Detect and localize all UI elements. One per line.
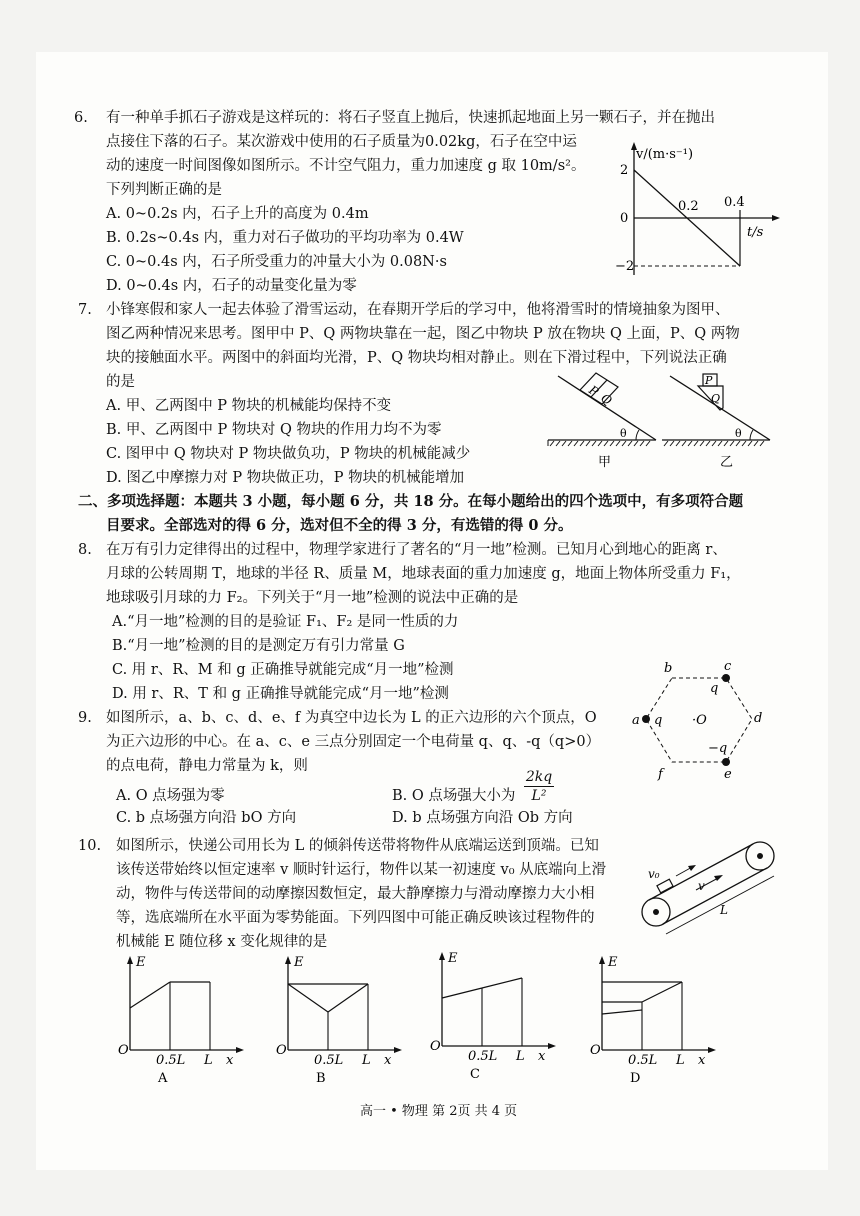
q9-stem-line1: 如图所示，a、b、c、d、e、f 为真空中边长为 L 的正六边形的六个顶点，O <box>106 710 597 726</box>
hex-f: f <box>658 767 663 782</box>
q7-jia-theta: θ <box>620 427 627 440</box>
graph-a-origin: O <box>118 1043 129 1058</box>
q9-frac-den: L² <box>531 788 547 804</box>
graph-b-label: B <box>316 1071 326 1084</box>
q7-option-c: C. 图甲中 Q 物块对 P 物块做负功，P 物块的机械能减少 <box>106 446 471 462</box>
belt-v0: v₀ <box>648 867 660 881</box>
graph-d-x: x <box>698 1053 706 1068</box>
q6-zero: 0 <box>620 211 629 226</box>
q7-jia-q: Q <box>598 390 615 408</box>
page-footer: 高一 • 物理 第 2页 共 4 页 <box>360 1104 518 1119</box>
hex-d: d <box>754 711 763 726</box>
graph-b-x: x <box>384 1053 392 1068</box>
graph-a-x: x <box>226 1053 234 1068</box>
hex-qe: −q <box>708 741 728 756</box>
q6-ylabel: v/(m·s⁻¹) <box>636 147 694 162</box>
q8-option-b: B.“月一地”检测的目的是测定万有引力常量 G <box>112 638 405 654</box>
q7-incline-figures <box>540 368 780 480</box>
q6-option-a: A. 0~0.2s 内，石子上升的高度为 0.4m <box>106 206 369 222</box>
q9-option-c: C. b 点场强方向沿 bO 方向 <box>116 810 297 826</box>
q7-yi-theta: θ <box>735 427 742 440</box>
q6-option-d: D. 0~0.4s 内，石子的动量变化量为零 <box>106 278 357 294</box>
q9-number: 9. <box>78 710 92 726</box>
q10-stem-line5: 机械能 E 随位移 x 变化规律的是 <box>116 934 328 950</box>
q6-y-pos: 2 <box>620 163 629 178</box>
q10-stem-line2: 该传送带始终以恒定速率 v 顺时针运行，物件以某一初速度 v₀ 从底端向上滑 <box>116 862 607 878</box>
hex-b: b <box>664 661 673 676</box>
q6-number: 6. <box>74 110 88 126</box>
q6-option-c: C. 0~0.4s 内，石子所受重力的冲量大小为 0.08N·s <box>106 254 447 270</box>
q6-stem-line4: 下列判断正确的是 <box>106 182 222 198</box>
q7-option-d: D. 图乙中摩擦力对 P 物块做正功，P 物块的机械能增加 <box>106 470 465 486</box>
graph-b-origin: O <box>276 1043 287 1058</box>
q9-option-b: B. O 点场强大小为 <box>392 788 516 804</box>
q7-number: 7. <box>78 302 92 318</box>
q9-hexagon-figure <box>630 658 770 782</box>
graph-c-half: 0.5L <box>468 1049 498 1064</box>
q8-stem-line3: 地球吸引月球的力 F₂。下列关于“月一地”检测的说法中正确的是 <box>106 590 519 606</box>
graph-d-label: D <box>630 1071 641 1084</box>
q7-yi-p: P <box>705 374 713 387</box>
graph-b-half: 0.5L <box>314 1053 344 1068</box>
q6-xlabel: t/s <box>747 225 764 240</box>
q8-option-c: C. 用 r、R、M 和 g 正确推导就能完成“月一地”检测 <box>112 662 454 678</box>
q9-stem-line3: 的点电荷，静电力常量为 k，则 <box>106 758 308 774</box>
q7-fig-yi: 乙 <box>720 455 734 470</box>
graph-c-x: x <box>538 1049 546 1064</box>
q7-stem-line2: 图乙两种情况来思考。图甲中 P、Q 两物块靠在一起，图乙中物块 P 放在物块 Q 上面，P、Q 两物 <box>106 326 740 342</box>
hex-qc: q <box>710 681 719 696</box>
graph-c-l: L <box>516 1049 525 1064</box>
belt-v: v <box>698 879 705 893</box>
graph-c-e-label: E <box>448 951 458 966</box>
q9-option-a: A. O 点场强为零 <box>116 788 225 804</box>
q8-stem-line2: 月球的公转周期 T，地球的半径 R、质量 M，地球表面的重力加速度 g，地面上物体所受重力 F₁， <box>106 566 741 582</box>
q10-stem-line3: 动，物件与传送带间的动摩擦因数恒定，最大静摩擦力与滑动摩擦力大小相 <box>116 886 595 902</box>
section2-heading-line1: 二、多项选择题：本题共 3 小题，每小题 6 分，共 18 分。在每小题给出的四个选项中，有多项符合题 <box>78 493 744 510</box>
q8-number: 8. <box>78 542 92 558</box>
graph-d-l: L <box>676 1053 685 1068</box>
q9-fraction <box>524 768 554 805</box>
q10-graph-d <box>588 954 718 1084</box>
q7-option-a: A. 甲、乙两图中 P 物块的机械能均保持不变 <box>106 398 392 414</box>
q6-stem-line3: 动的速度一时间图像如图所示。不计空气阻力，重力加速度 g 取 10m/s²。 <box>106 158 586 174</box>
q9-stem-line2: 为正六边形的中心。在 a、c、e 三点分别固定一个电荷量 q、q、-q（q>0） <box>106 734 601 750</box>
graph-b-l: L <box>362 1053 371 1068</box>
graph-a-half: 0.5L <box>156 1053 186 1068</box>
graph-d-e-label: E <box>608 955 618 970</box>
q10-stem-line4: 等，选底端所在水平面为零势能面。下列四图中可能正确反映该过程物件的 <box>116 910 595 926</box>
graph-d-half: 0.5L <box>628 1053 658 1068</box>
belt-L: L <box>720 903 728 917</box>
q6-vt-graph <box>612 140 782 280</box>
graph-d-origin: O <box>590 1043 601 1058</box>
hex-c: c <box>724 659 732 674</box>
q8-option-d: D. 用 r、R、T 和 g 正确推导就能完成“月一地”检测 <box>112 686 449 702</box>
q7-stem-line3: 块的接触面水平。两图中的斜面均光滑，P、Q 物块均相对静止。则在下滑过程中，下列说法正确 <box>106 350 727 366</box>
graph-b-e-label: E <box>294 955 304 970</box>
q6-t2: 0.4 <box>724 195 745 210</box>
graph-c-origin: O <box>430 1039 441 1054</box>
hex-e: e <box>724 767 732 782</box>
graph-a-e-label: E <box>136 955 146 970</box>
q7-fig-jia: 甲 <box>598 455 612 470</box>
graph-a-l: L <box>204 1053 213 1068</box>
q7-yi-q: Q <box>711 392 721 405</box>
q6-t1: 0.2 <box>678 199 699 214</box>
q7-stem-line4: 的是 <box>106 374 135 390</box>
hex-qa: q <box>654 713 663 728</box>
hex-o: ·O <box>692 713 707 728</box>
q10-number: 10. <box>78 838 102 854</box>
graph-a-label: A <box>158 1071 168 1084</box>
q6-option-b: B. 0.2s~0.4s 内，重力对石子做功的平均功率为 0.4W <box>106 230 464 246</box>
q9-frac-num: 2kq <box>525 769 553 785</box>
q7-stem-line1: 小锋寒假和家人一起去体验了滑雪运动，在春期开学后的学习中，他将滑雪时的情境抽象为图甲、 <box>106 302 730 318</box>
q9-option-d: D. b 点场强方向沿 Ob 方向 <box>392 810 573 826</box>
q10-graph-c <box>428 950 558 1080</box>
q7-option-b: B. 甲、乙两图中 P 物块对 Q 物块的作用力均不为零 <box>106 422 442 438</box>
q8-stem-line1: 在万有引力定律得出的过程中，物理学家进行了著名的“月一地”检测。已知月心到地心的距离 r、 <box>106 542 727 558</box>
q10-conveyor-figure <box>636 830 784 940</box>
q8-option-a: A.“月一地”检测的目的是验证 F₁、F₂ 是同一性质的力 <box>112 614 459 630</box>
q10-graph-b <box>274 954 404 1084</box>
q6-stem-line1: 有一种单手抓石子游戏是这样玩的：将石子竖直上抛后，快速抓起地面上另一颗石子，并在抛出 <box>106 110 715 126</box>
q10-stem-line1: 如图所示，快递公司用长为 L 的倾斜传送带将物件从底端运送到顶端。已知 <box>116 838 599 854</box>
q7-jia-p: P <box>586 382 601 399</box>
graph-c-label: C <box>470 1067 480 1080</box>
q6-y-neg: −2 <box>615 259 635 274</box>
q6-stem-line2: 点接住下落的石子。某次游戏中使用的石子质量为0.02kg，石子在空中运 <box>106 134 577 150</box>
section2-heading-line2: 目要求。全部选对的得 6 分，选对但不全的得 3 分，有选错的得 0 分。 <box>106 517 573 534</box>
q10-graph-a <box>116 954 246 1084</box>
hex-a: a <box>632 713 640 728</box>
